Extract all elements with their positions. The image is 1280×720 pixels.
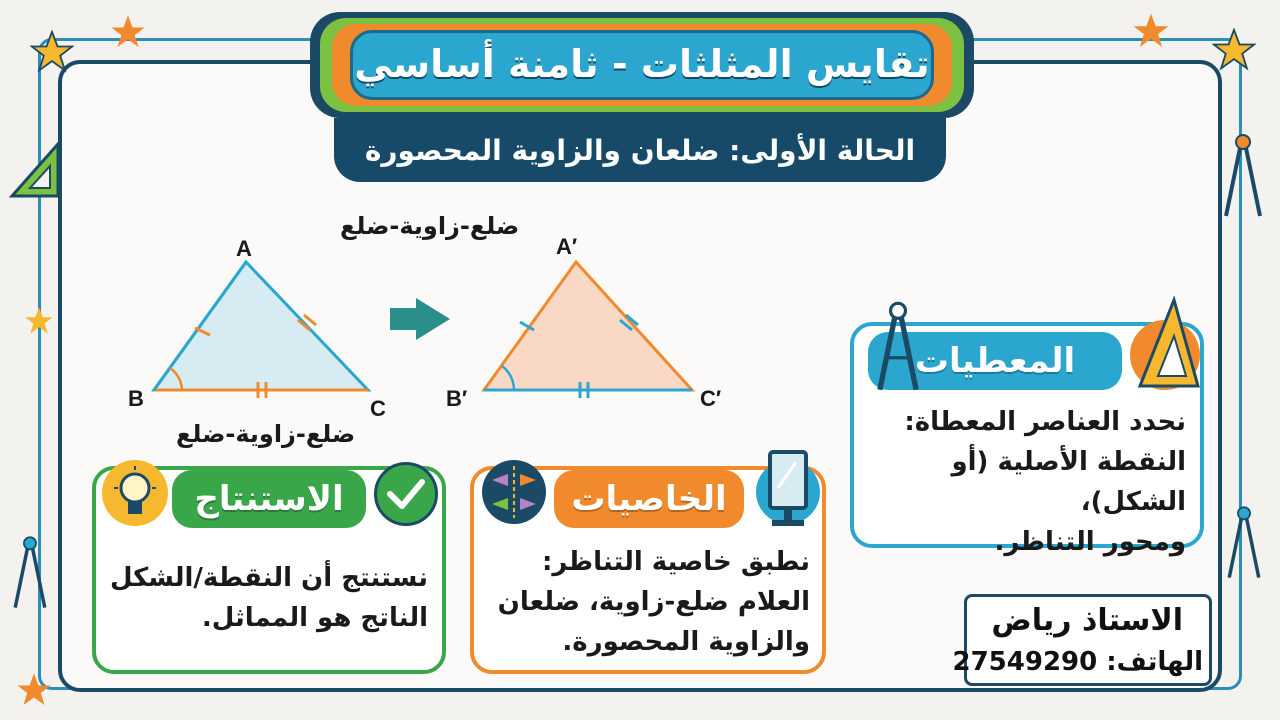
conclusion-header	[172, 470, 366, 528]
star-icon	[24, 306, 54, 336]
properties-line-1: نطبق خاصية التناظر:	[542, 547, 810, 577]
vertex-b: B	[128, 386, 144, 411]
conclusion-card	[92, 466, 446, 674]
properties-header	[554, 470, 744, 528]
triangles-diagram	[140, 240, 720, 410]
set-square-icon	[1134, 296, 1204, 392]
conclusion-line-2: الناتج هو المماثل.	[201, 603, 428, 633]
arrows-icon	[484, 462, 544, 522]
page-title: تقايس المثلثات - ثامنة أساسي	[354, 42, 930, 86]
triangle-a-prime-b-prime-c-prime	[484, 262, 692, 390]
vertex-a-prime: A′	[556, 234, 578, 259]
givens-line-1: نحدد العناصر المعطاة:	[904, 407, 1186, 437]
properties-line-3: والزاوية المحصورة.	[562, 627, 810, 657]
arrow-right-icon	[390, 298, 450, 340]
properties-card	[470, 466, 826, 674]
givens-line-3: ومحور التناظر.	[994, 527, 1186, 557]
checkmark-icon	[384, 474, 428, 514]
star-icon	[30, 30, 74, 74]
teacher-info-box	[952, 594, 1212, 686]
vertex-a: A	[236, 236, 252, 261]
mirror-icon	[758, 448, 818, 532]
givens-line-2: النقطة الأصلية (أو الشكل)،	[951, 447, 1186, 517]
star-icon	[110, 14, 146, 50]
conclusion-heading: الاستنتاج	[194, 479, 344, 519]
vertex-c: C	[370, 396, 386, 421]
compass-icon	[1224, 500, 1264, 584]
properties-heading: الخاصيات	[571, 479, 727, 519]
star-icon	[1132, 12, 1170, 50]
conclusion-line-1: نستنتج أن النقطة/الشكل	[109, 563, 428, 593]
compass-icon	[1220, 130, 1266, 220]
set-square-icon	[8, 140, 64, 200]
triangle-abc	[154, 262, 368, 390]
triangle2-caption: ضلع-زاوية-ضلع	[340, 212, 520, 240]
vertex-b-prime: B′	[446, 386, 468, 411]
compass-icon	[10, 530, 50, 614]
page-subtitle: الحالة الأولى: ضلعان والزاوية المحصورة	[364, 133, 916, 167]
teacher-name: الاستاذ رياض	[991, 603, 1183, 638]
star-icon	[1212, 28, 1256, 72]
vertex-c-prime: C′	[700, 386, 722, 411]
properties-line-2: العلام ضلع-زاوية، ضلعان	[497, 587, 810, 617]
title-banner	[310, 12, 974, 118]
compass-icon	[870, 298, 926, 394]
triangle1-caption: ضلع-زاوية-ضلع	[176, 420, 356, 448]
lightbulb-icon	[108, 464, 162, 526]
givens-card	[850, 322, 1204, 557]
givens-heading: المعطيات	[914, 341, 1076, 381]
subtitle-banner	[334, 118, 946, 182]
star-icon	[16, 672, 52, 708]
teacher-phone: الهاتف: 27549290	[952, 647, 1203, 677]
